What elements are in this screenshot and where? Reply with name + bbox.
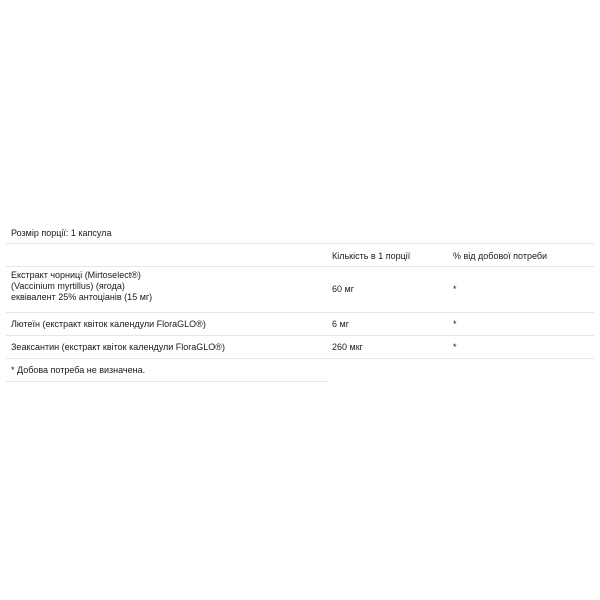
ingredient-name-line: еквівалент 25% антоціанів (15 мг) [11,292,153,302]
daily-value-header: % від добової потреби [453,251,548,261]
ingredient-daily-value: * [453,319,457,329]
ingredient-amount: 60 мг [332,284,354,294]
supplement-facts-table [6,222,594,382]
ingredient-daily-value: * [453,284,457,294]
footnote-row [6,359,328,382]
ingredient-name-line: Екстракт чорниці (Mirtoselect®) [11,270,141,280]
ingredient-amount: 260 мкг [332,342,363,352]
serving-size-row [6,222,594,244]
ingredient-name: Лютеїн (екстракт квіток календули FloraGLO®) [11,319,206,329]
ingredient-amount: 6 мг [332,319,349,329]
table-header-row [6,244,594,267]
ingredient-name [11,270,152,303]
serving-size-text: Розмір порції: 1 капсула [11,228,112,238]
table-row [6,313,594,336]
ingredient-daily-value: * [453,342,457,352]
table-row [6,336,594,359]
ingredient-name-line: (Vaccinium myrtillus) (ягода) [11,281,125,291]
ingredient-name: Зеаксантин (екстракт квіток календули FloraGLO®) [11,342,225,352]
footnote-text: * Добова потреба не визначена. [11,365,146,375]
amount-per-serving-header: Кількість в 1 порції [332,251,411,261]
table-row [6,267,594,313]
